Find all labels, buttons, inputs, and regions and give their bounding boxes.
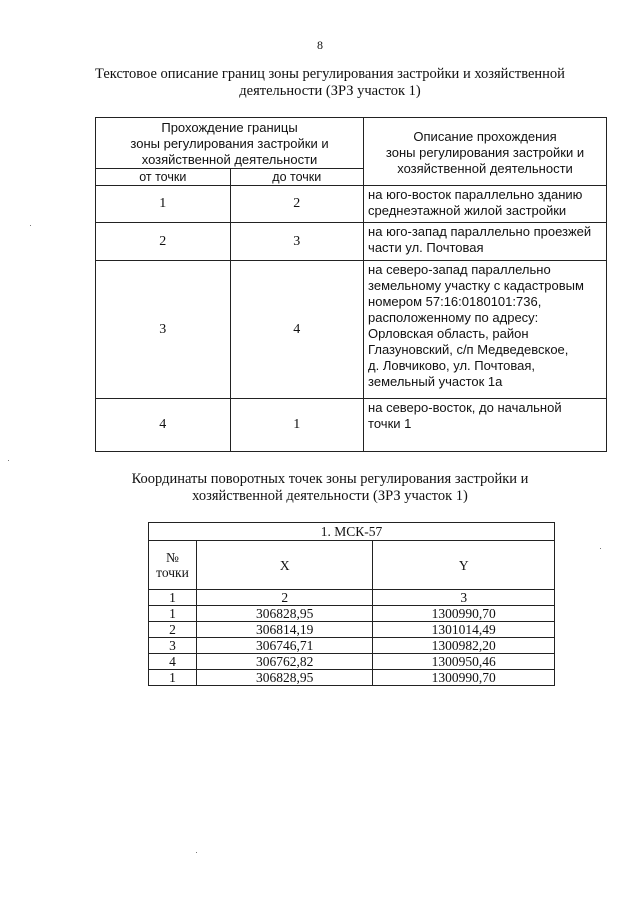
description-cell: [364, 399, 607, 452]
from-point-cell: 2: [96, 223, 231, 261]
scan-speck: [196, 852, 197, 853]
index-cell: 1: [149, 590, 197, 606]
heading-line-2: хозяйственной деятельности (ЗРЗ участок 1): [192, 488, 468, 504]
y-column-header: Y: [373, 541, 555, 590]
point-number-cell: 3: [149, 638, 197, 654]
index-cell: 2: [196, 590, 373, 606]
table-row: [149, 638, 555, 654]
description-line: земельному участку с кадастровым: [368, 278, 584, 293]
to-point-header: до точки: [230, 169, 364, 186]
point-number-header: [149, 541, 197, 590]
to-point-cell: 3: [230, 223, 364, 261]
header-line: зоны регулирования застройки и: [130, 136, 329, 151]
passage-description-header: [364, 118, 607, 186]
from-point-cell: 3: [96, 261, 231, 399]
table-row: [149, 670, 555, 686]
description-line: Орловская область, район: [368, 326, 529, 341]
boundary-description-table: [95, 117, 607, 452]
y-coordinate-cell: 1300950,46: [373, 654, 555, 670]
header-line: хозяйственной деятельности: [397, 160, 573, 176]
table-row: [149, 622, 555, 638]
caption-row: [149, 523, 555, 541]
header-line: Прохождение границы: [161, 120, 298, 135]
table-row: [96, 223, 607, 261]
table-header-row: [149, 541, 555, 590]
description-line: Глазуновский, с/п Медведевское,: [368, 342, 569, 357]
x-coordinate-cell: 306828,95: [196, 670, 373, 686]
description-line: д. Ловчиково, ул. Почтовая,: [368, 358, 536, 373]
description-line: части ул. Почтовая: [368, 240, 484, 255]
scan-speck: [30, 225, 31, 226]
y-coordinate-cell: 1300990,70: [373, 606, 555, 622]
x-coordinate-cell: 306746,71: [196, 638, 373, 654]
description-cell: [364, 261, 607, 399]
header-line: Описание прохождения: [413, 128, 557, 144]
page-number: 8: [317, 38, 323, 52]
description-line: расположенному по адресу:: [368, 310, 539, 325]
index-cell: 3: [373, 590, 555, 606]
x-column-header: X: [196, 541, 373, 590]
table-row: [96, 261, 607, 399]
heading-line-1: Текстовое описание границ зоны регулирования застройки и хозяйственной: [95, 66, 565, 82]
text-description-heading: [60, 66, 600, 100]
point-number-cell: 1: [149, 606, 197, 622]
point-number-cell: 1: [149, 670, 197, 686]
y-coordinate-cell: 1300982,20: [373, 638, 555, 654]
point-number-cell: 2: [149, 622, 197, 638]
scan-speck: [600, 548, 601, 549]
x-coordinate-cell: 306828,95: [196, 606, 373, 622]
from-point-cell: 4: [96, 399, 231, 452]
description-cell: [364, 186, 607, 223]
header-line: хозяйственной деятельности: [141, 152, 318, 167]
from-point-header: от точки: [96, 169, 231, 186]
from-point-cell: 1: [96, 186, 231, 223]
point-number-cell: 4: [149, 654, 197, 670]
coordinate-system-caption: 1. МСК-57: [149, 523, 555, 541]
heading-line-2: деятельности (ЗРЗ участок 1): [239, 83, 421, 99]
to-point-cell: 4: [230, 261, 364, 399]
scan-speck: [8, 460, 9, 461]
table-row: [96, 399, 607, 452]
x-coordinate-cell: 306814,19: [196, 622, 373, 638]
table-row: [96, 186, 607, 223]
heading-line-1: Координаты поворотных точек зоны регулирования застройки и: [131, 471, 529, 487]
boundary-passage-header: [96, 118, 364, 169]
header-line: №: [166, 550, 179, 565]
to-point-cell: 2: [230, 186, 364, 223]
table-row: [149, 606, 555, 622]
description-line: точки 1: [368, 416, 412, 431]
y-coordinate-cell: 1300990,70: [373, 670, 555, 686]
column-index-row: [149, 590, 555, 606]
description-line: на северо-запад параллельно: [368, 262, 551, 277]
coordinates-heading: [60, 471, 600, 505]
coordinates-table: [148, 522, 555, 686]
description-line: на юго-запад параллельно проезжей: [368, 224, 592, 239]
to-point-cell: 1: [230, 399, 364, 452]
table-header-row: [96, 118, 607, 169]
description-line: номером 57:16:0180101:736,: [368, 294, 542, 309]
description-line: земельный участок 1а: [368, 374, 503, 389]
y-coordinate-cell: 1301014,49: [373, 622, 555, 638]
description-line: на северо-восток, до начальной: [368, 400, 562, 415]
x-coordinate-cell: 306762,82: [196, 654, 373, 670]
header-line: зоны регулирования застройки и: [385, 144, 585, 160]
description-line: на юго-восток параллельно зданию: [368, 187, 583, 202]
description-line: среднеэтажной жилой застройки: [368, 203, 567, 218]
description-cell: [364, 223, 607, 261]
table-row: [149, 654, 555, 670]
header-line: точки: [156, 565, 189, 580]
